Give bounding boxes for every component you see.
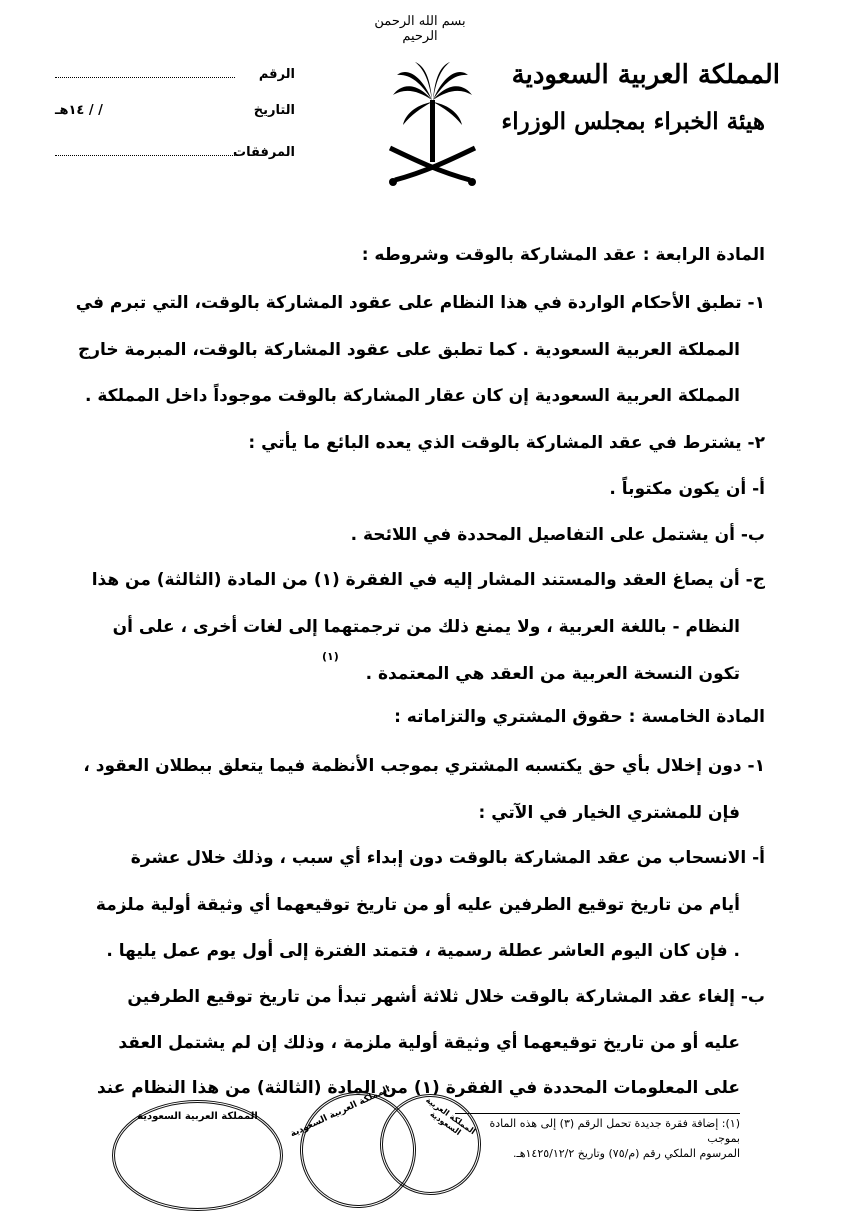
date-field xyxy=(55,103,295,118)
number-label: الرقم xyxy=(258,67,295,82)
attachments-field xyxy=(55,145,295,160)
article-5-p1-line-1: ١- دون إخلال بأي حق يكتسبه المشتري بموجب الأنظمة فيما يتعلق ببطلان العقود ، xyxy=(83,756,765,776)
attachments-label: المرفقات xyxy=(233,145,295,160)
article-5-p1-line-2: فإن للمشتري الخيار في الآتي : xyxy=(478,803,740,823)
stamp-1-text: المملكة العربية السعودية xyxy=(137,1111,258,1122)
stamp-3-text: المملكة العربية السعودية xyxy=(424,1095,478,1138)
footnote-line-1: (١): إضافة فقرة جديدة تحمل الرقم (٣) إلى هذه المادة بموجب xyxy=(489,1117,740,1145)
footnote-divider xyxy=(455,1113,740,1114)
footnote-reference: (١) xyxy=(322,650,339,663)
official-stamp-1 xyxy=(112,1100,283,1211)
attachments-line xyxy=(55,155,235,156)
article-4-p1-line-2: المملكة العربية السعودية . كما تطبق على عقود المشاركة بالوقت، المبرمة خارج xyxy=(77,340,740,360)
article-5-a-line-1: أ- الانسحاب من عقد المشاركة بالوقت دون إبداء أي سبب ، وذلك خلال عشرة xyxy=(130,848,765,868)
article-4-p1-line-3: المملكة العربية السعودية إن كان عقار المشاركة بالوقت موجوداً داخل المملكة . xyxy=(85,386,740,406)
number-field xyxy=(55,67,295,82)
footnote-line-2: المرسوم الملكي رقم (م/٧٥) وتاريخ ١٤٢٥/١٢/٢هـ. xyxy=(512,1146,740,1160)
article-4-p2-a: أ- أن يكون مكتوباً . xyxy=(609,479,765,499)
stamp-2-text: المملكة العربية السعودية xyxy=(288,1084,392,1140)
article-5-b-line-3: على المعلومات المحددة في الفقرة (١) من المادة (الثالثة) من هذا النظام عند xyxy=(96,1078,740,1098)
article-5-heading: المادة الخامسة : حقوق المشتري والتزاماته : xyxy=(394,707,765,727)
article-5-a-line-2: أيام من تاريخ توقيع الطرفين عليه أو من تاريخ توقيعهما أي وثيقة أولية ملزمة xyxy=(95,895,740,915)
article-4-p2-intro: ٢- يشترط في عقد المشاركة بالوقت الذي يعده البائع ما يأتي : xyxy=(248,433,765,453)
article-5-b-line-2: عليه أو من تاريخ توقيعهما أي وثيقة أولية ملزمة ، وذلك إن لم يشتمل العقد xyxy=(118,1033,740,1053)
article-4-heading: المادة الرابعة : عقد المشاركة بالوقت وشروطه : xyxy=(361,245,765,265)
council-title: هيئة الخبراء بمجلس الوزراء xyxy=(501,108,765,135)
article-5-a-line-3: . فإن كان اليوم العاشر عطلة رسمية ، فتمتد الفترة إلى أول يوم عمل يليها . xyxy=(106,941,740,961)
number-line xyxy=(55,77,235,78)
article-4-p2-c-line-3: تكون النسخة العربية من العقد هي المعتمدة . xyxy=(365,664,740,684)
article-4-p2-c-line-2: النظام - باللغة العربية ، ولا يمنع ذلك من ترجمتهما إلى لغات أخرى ، على أن xyxy=(112,617,740,637)
article-4-p1-line-1: ١- تطبق الأحكام الواردة في هذا النظام على عقود المشاركة بالوقت، التي تبرم في xyxy=(75,293,765,313)
article-5-b-line-1: ب- إلغاء عقد المشاركة بالوقت خلال ثلاثة أشهر تبدأ من تاريخ توقيع الطرفين xyxy=(127,987,765,1007)
date-value: / / ١٤هـ xyxy=(55,103,103,118)
palm-swords-emblem-icon xyxy=(385,60,480,190)
date-label: التاريخ xyxy=(253,103,295,118)
article-4-p2-b: ب- أن يشتمل على التفاصيل المحددة في اللائحة . xyxy=(350,525,765,545)
article-4-p2-c-line-1: ج- أن يصاغ العقد والمستند المشار إليه في الفقرة (١) من المادة (الثالثة) من هذا xyxy=(91,570,765,590)
footnote xyxy=(455,1117,740,1162)
kingdom-title: المملكة العربية السعودية xyxy=(511,60,780,90)
basmala: بسم الله الرحمن الرحيم xyxy=(374,14,466,44)
